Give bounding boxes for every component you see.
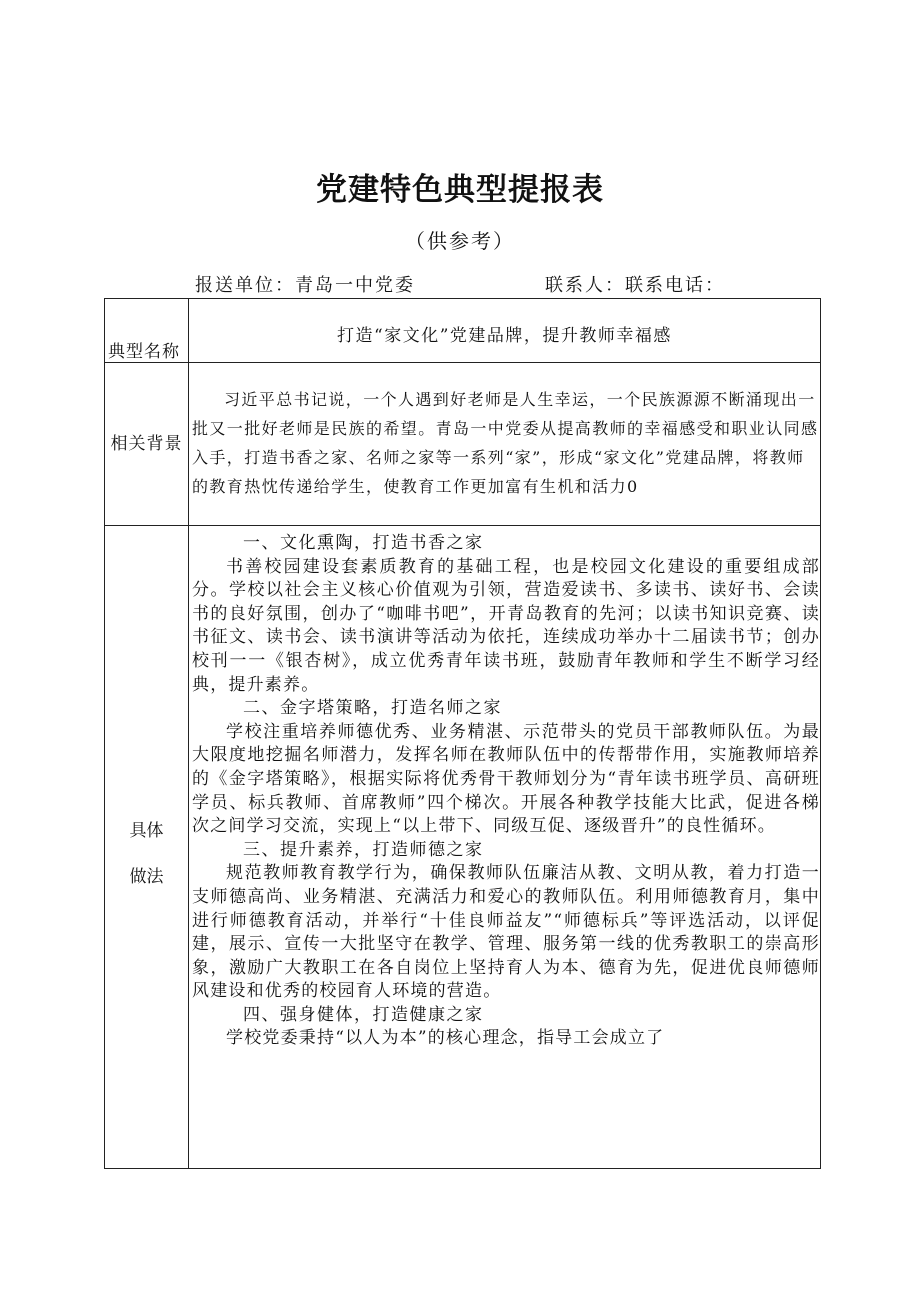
typical-name-value-cell: [189, 299, 821, 363]
section-text-4: 学校党委秉持“以人为本”的核心理念，指导工会成立了: [226, 1028, 665, 1049]
contact-info: 联系人：联系电话：: [545, 275, 725, 296]
row-typical-name: [105, 299, 821, 363]
methods-label-cell: [105, 526, 189, 1169]
typical-name-value: 打造“家文化”党建品牌，提升教师幸福感: [337, 326, 672, 346]
methods-label-line1: 具体: [129, 821, 164, 841]
methods-content-cell: [189, 526, 821, 1169]
typical-name-label: 典型名称: [108, 342, 180, 362]
typical-name-label-cell: [105, 299, 189, 363]
section-heading-4: 四、强身健体，打造健康之家: [243, 1004, 484, 1025]
section-text-1: 书善校园建设套素质教育的基础工程，也是校园文化建设的重要组成部分。学校以社会主义核心价值观为引领，营造爱读书、多读书、读好书、会读书的良好氛围，创办了“咖啡书吧”，开青岛教育的先河；以读书知识竞赛、读书征文、读书会、读书演讲等活动为依托，连续成功举办十二届读书节；创办校刊一一《银杏树》，成立优秀青年读书班，鼓励青年教师和学生不断学习经典，提升素养。: [192, 556, 820, 695]
methods-label-line2: 做法: [129, 867, 164, 887]
section-text-3: 规范教师教育教学行为，确保教师队伍廉洁从教、文明从教，着力打造一支师德高尚、业务精湛、充满活力和爱心的教师队伍。利用师德教育月，集中进行师德教育活动，并举行“十佳良师益友”“师德标兵”等评选活动，以评促建，展示、宣传一大批坚守在教学、管理、服务第一线的优秀教职工的崇高形象，激励广大教职工在各自岗位上坚持育人为本、德育为先，促进优良师德师风建设和优秀的校园育人环境的营造。: [192, 863, 820, 1002]
document-subtitle: （供参考）: [405, 229, 515, 253]
section-heading-1: 一、文化熏陶，打造书香之家: [243, 533, 484, 553]
document-title: 党建特色典型提报表: [316, 172, 604, 208]
section-heading-3: 三、提升素养，打造师德之家: [243, 839, 484, 860]
background-label: 相关背景: [105, 363, 189, 526]
background-text: 习近平总书记说，一个人遇到好老师是人生幸运，一个民族源源不断涌现出一批又一批好老师是民族的希望。青岛一中党委从提高教师的幸福感受和职业认同感入手，打造书香之家、名师之家等一系列“家”，形成“家文化”党建品牌，将教师的教育热忱传递给学生，使教育工作更加富有生机和活力0: [192, 390, 819, 496]
background-cell: [189, 363, 821, 526]
section-text-2: 学校注重培养师德优秀、业务精湛、示范带头的党员干部教师队伍。为最大限度地挖掘名师潜力，发挥名师在教师队伍中的传帮带作用，实施教师培养的《金字塔策略》，根据实际将优秀骨干教师划分为“青年读书班学员、高研班学员、标兵教师、首席教师”四个梯次。开展各种教学技能大比武，促进各梯次之间学习交流，实现上“以上带下、同级互促、逐级晋升”的良性循环。: [192, 721, 820, 837]
reporting-unit: 报送单位：青岛一中党委: [195, 275, 415, 296]
section-heading-2: 二、金字塔策略，打造名师之家: [243, 698, 502, 719]
row-background: [105, 363, 821, 526]
report-table: [104, 298, 821, 1169]
row-methods: [105, 526, 821, 1169]
